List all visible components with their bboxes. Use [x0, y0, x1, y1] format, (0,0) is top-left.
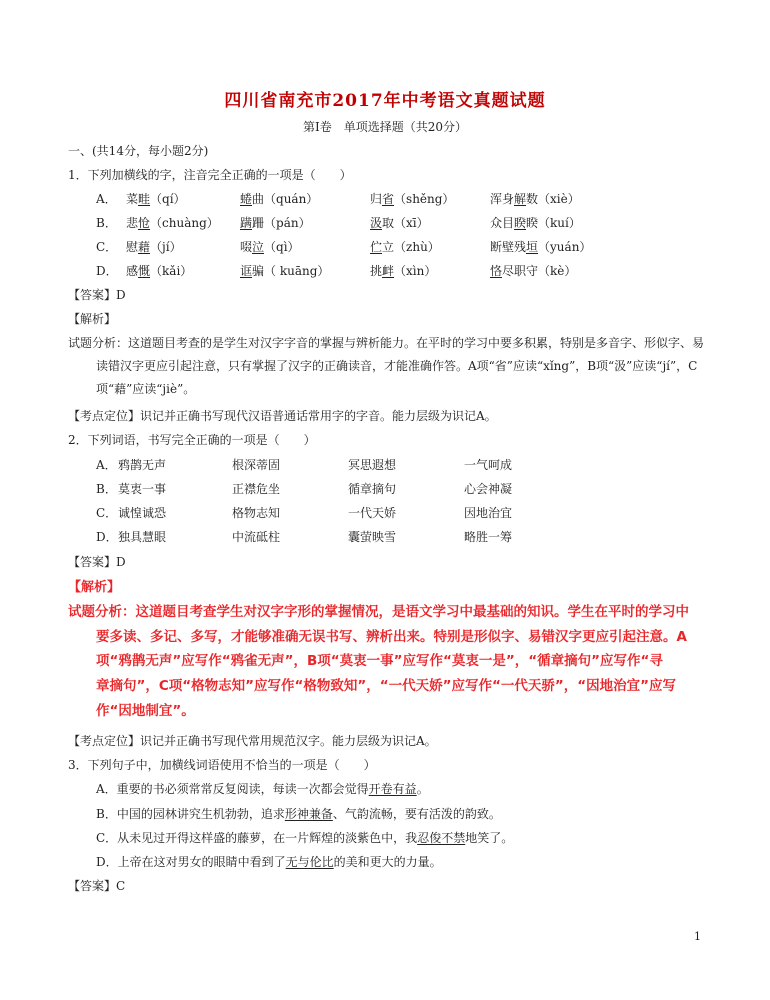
- q1-option-item: 恪尽职守（kè）: [490, 264, 577, 278]
- q2-option-word: 略胜一筹: [464, 530, 513, 544]
- q1-option-item: 感慨（kǎi）: [126, 264, 193, 278]
- q1-option-item: 菜畦（qí）: [126, 192, 186, 206]
- q2-option-word: 正襟危坐: [232, 482, 281, 496]
- underlined-char: 蜷: [240, 192, 253, 206]
- q3-answer: 【答案】C: [68, 879, 126, 893]
- q3-option-b: B．中国的园林讲究生机勃勃，追求形神兼备、气韵流畅，要有活泼的韵致。: [96, 807, 501, 821]
- q2-kaodian: 【考点定位】识记并正确书写现代常用规范汉字。能力层级为识记A。: [68, 734, 437, 748]
- q2-analysis-line-4: 章摘句”，C项“格物志知”应写作“格物致知”，“一代天娇”应写作“一代天骄”，“因地治宜”应写: [96, 678, 677, 694]
- q2-option-word: 中流砥柱: [232, 530, 281, 544]
- underlined-char: 泣: [252, 240, 265, 254]
- question-1-stem: 1．下列加横线的字，注音完全正确的一项是（ ）: [68, 168, 352, 182]
- q1-option-item: 啜泣（qì）: [240, 240, 300, 254]
- q2-option-word: 冥思遐想: [348, 458, 397, 472]
- underlined-phrase: 形神兼备: [284, 807, 333, 821]
- q2-option-word: 循章摘句: [348, 482, 397, 496]
- q1-kaodian: 【考点定位】识记并正确书写现代汉语普通话常用字的字音。能力层级为识记A。: [68, 409, 497, 423]
- underlined-char: 睽: [514, 216, 527, 230]
- q1-analysis: [68, 332, 708, 401]
- underlined-char: 伫: [370, 240, 383, 254]
- q1-analysis-label: 【解析】: [68, 312, 117, 326]
- page-subtitle: 第Ⅰ卷 单项选择题（共20分）: [302, 120, 467, 134]
- q2-option-word: 根深蒂固: [232, 458, 281, 472]
- q1-option-b-label: B．: [96, 216, 117, 230]
- q2-option-word: 一气呵成: [464, 458, 513, 472]
- section-header: 一、(共14分，每小题2分): [68, 144, 209, 158]
- q1-option-item: 归省（shěng）: [370, 192, 455, 206]
- q1-answer: 【答案】D: [68, 288, 126, 302]
- q2-option-label: C．: [96, 506, 118, 520]
- q2-analysis-line-3: 项“鸦鹊无声”应写作“鸦雀无声”，B项“莫衷一事”应写作“莫衷一是”，“循章摘句”应写作“寻: [96, 653, 663, 669]
- question-3-stem: 3．下列句子中，加横线词语使用不恰当的一项是（ ）: [68, 758, 376, 772]
- underlined-char: 恪: [490, 264, 503, 278]
- q1-option-a-label: A．: [96, 192, 117, 206]
- q1-option-item: 伫立（zhù）: [370, 240, 440, 254]
- q1-option-item: 蹒跚（pán）: [240, 216, 311, 230]
- q3-option-d: D．上帝在这对男女的眼睛中看到了无与伦比的美和更大的力量。: [96, 855, 442, 869]
- q2-analysis-label: 【解析】: [68, 580, 121, 595]
- q1-option-item: 断壁残垣（yuán）: [490, 240, 592, 254]
- q2-option-word: 因地治宜: [464, 506, 513, 520]
- underlined-char: 解: [514, 192, 527, 206]
- q1-option-item: 汲取（xī）: [370, 216, 429, 230]
- q2-analysis-line-1: 试题分析：这道题目考查学生对汉字字形的掌握情况，是语文学习中最基础的知识。学生在平时的学习中: [68, 604, 689, 620]
- underlined-char: 诓: [240, 264, 253, 278]
- underlined-char: 慨: [138, 264, 151, 278]
- q3-option-c: C．从未见过开得这样盛的藤萝，在一片辉煌的淡紫色中，我忍俊不禁地笑了。: [96, 831, 514, 845]
- q1-option-c-label: C．: [96, 240, 118, 254]
- q1-option-item: 挑衅（xìn）: [370, 264, 437, 278]
- q2-option-word: 独具慧眼: [118, 530, 167, 544]
- q1-option-d-label: D．: [96, 264, 118, 278]
- page-number: 1: [694, 930, 701, 943]
- underlined-char: 垣: [526, 240, 539, 254]
- q1-option-item: 诓骗（ kuāng）: [240, 264, 330, 278]
- q1-option-item: 慰藉（jí）: [126, 240, 182, 254]
- q2-option-label: A．: [96, 458, 117, 472]
- page-title: 四川省南充市2017年中考语文真题试题: [224, 91, 546, 111]
- q2-option-word: 囊萤映雪: [348, 530, 397, 544]
- q2-option-word: 莫衷一事: [118, 482, 167, 496]
- q2-option-word: 一代天娇: [348, 506, 397, 520]
- q3-option-a: A．重要的书必须常常反复阅读，每读一次都会觉得开卷有益。: [96, 782, 429, 796]
- underlined-phrase: 开卷有益: [368, 782, 417, 796]
- q2-option-label: B．: [96, 482, 117, 496]
- underlined-phrase: 忍俊不禁: [417, 831, 466, 845]
- underlined-char: 藉: [138, 240, 151, 254]
- q1-option-item: 蜷曲（quán）: [240, 192, 319, 206]
- q2-option-word: 鸦鹊无声: [118, 458, 167, 472]
- underlined-char: 省: [382, 192, 395, 206]
- q2-option-word: 诚惶诚恐: [118, 506, 167, 520]
- underlined-char: 畦: [138, 192, 151, 206]
- underlined-char: 蹒: [240, 216, 253, 230]
- q1-analysis-text: 试题分析：这道题目考查的是学生对汉字字音的掌握与辨析能力。在平时的学习中要多积累，特别是多音字、形似字、易读错汉字更应引起注意，只有掌握了汉字的正确读音，才能准确作答。A项“省”应读“xǐng”，B项“汲”应读“jí”，C项“藉”应读“jiè”。: [68, 336, 705, 396]
- q1-option-item: 悲怆（chuàng）: [126, 216, 219, 230]
- q2-option-word: 心会神凝: [464, 482, 513, 496]
- underlined-char: 怆: [138, 216, 151, 230]
- q2-option-word: 格物志知: [232, 506, 281, 520]
- q2-analysis-line-5: 作“因地制宜”。: [96, 703, 195, 719]
- question-2-stem: 2．下列词语，书写完全正确的一项是（ ）: [68, 433, 316, 447]
- q2-option-label: D．: [96, 530, 118, 544]
- q1-option-item: 浑身解数（xiè）: [490, 192, 580, 206]
- underlined-phrase: 无与伦比: [285, 855, 334, 869]
- underlined-char: 汲: [370, 216, 383, 230]
- q2-answer: 【答案】D: [68, 555, 126, 569]
- q1-option-item: 众目睽睽（kuí）: [490, 216, 581, 230]
- underlined-char: 衅: [382, 264, 395, 278]
- q2-analysis-line-2: 要多读、多记、多写，才能够准确无误书写、辨析出来。特别是形似字、易错汉字更应引起注意。A: [96, 629, 687, 645]
